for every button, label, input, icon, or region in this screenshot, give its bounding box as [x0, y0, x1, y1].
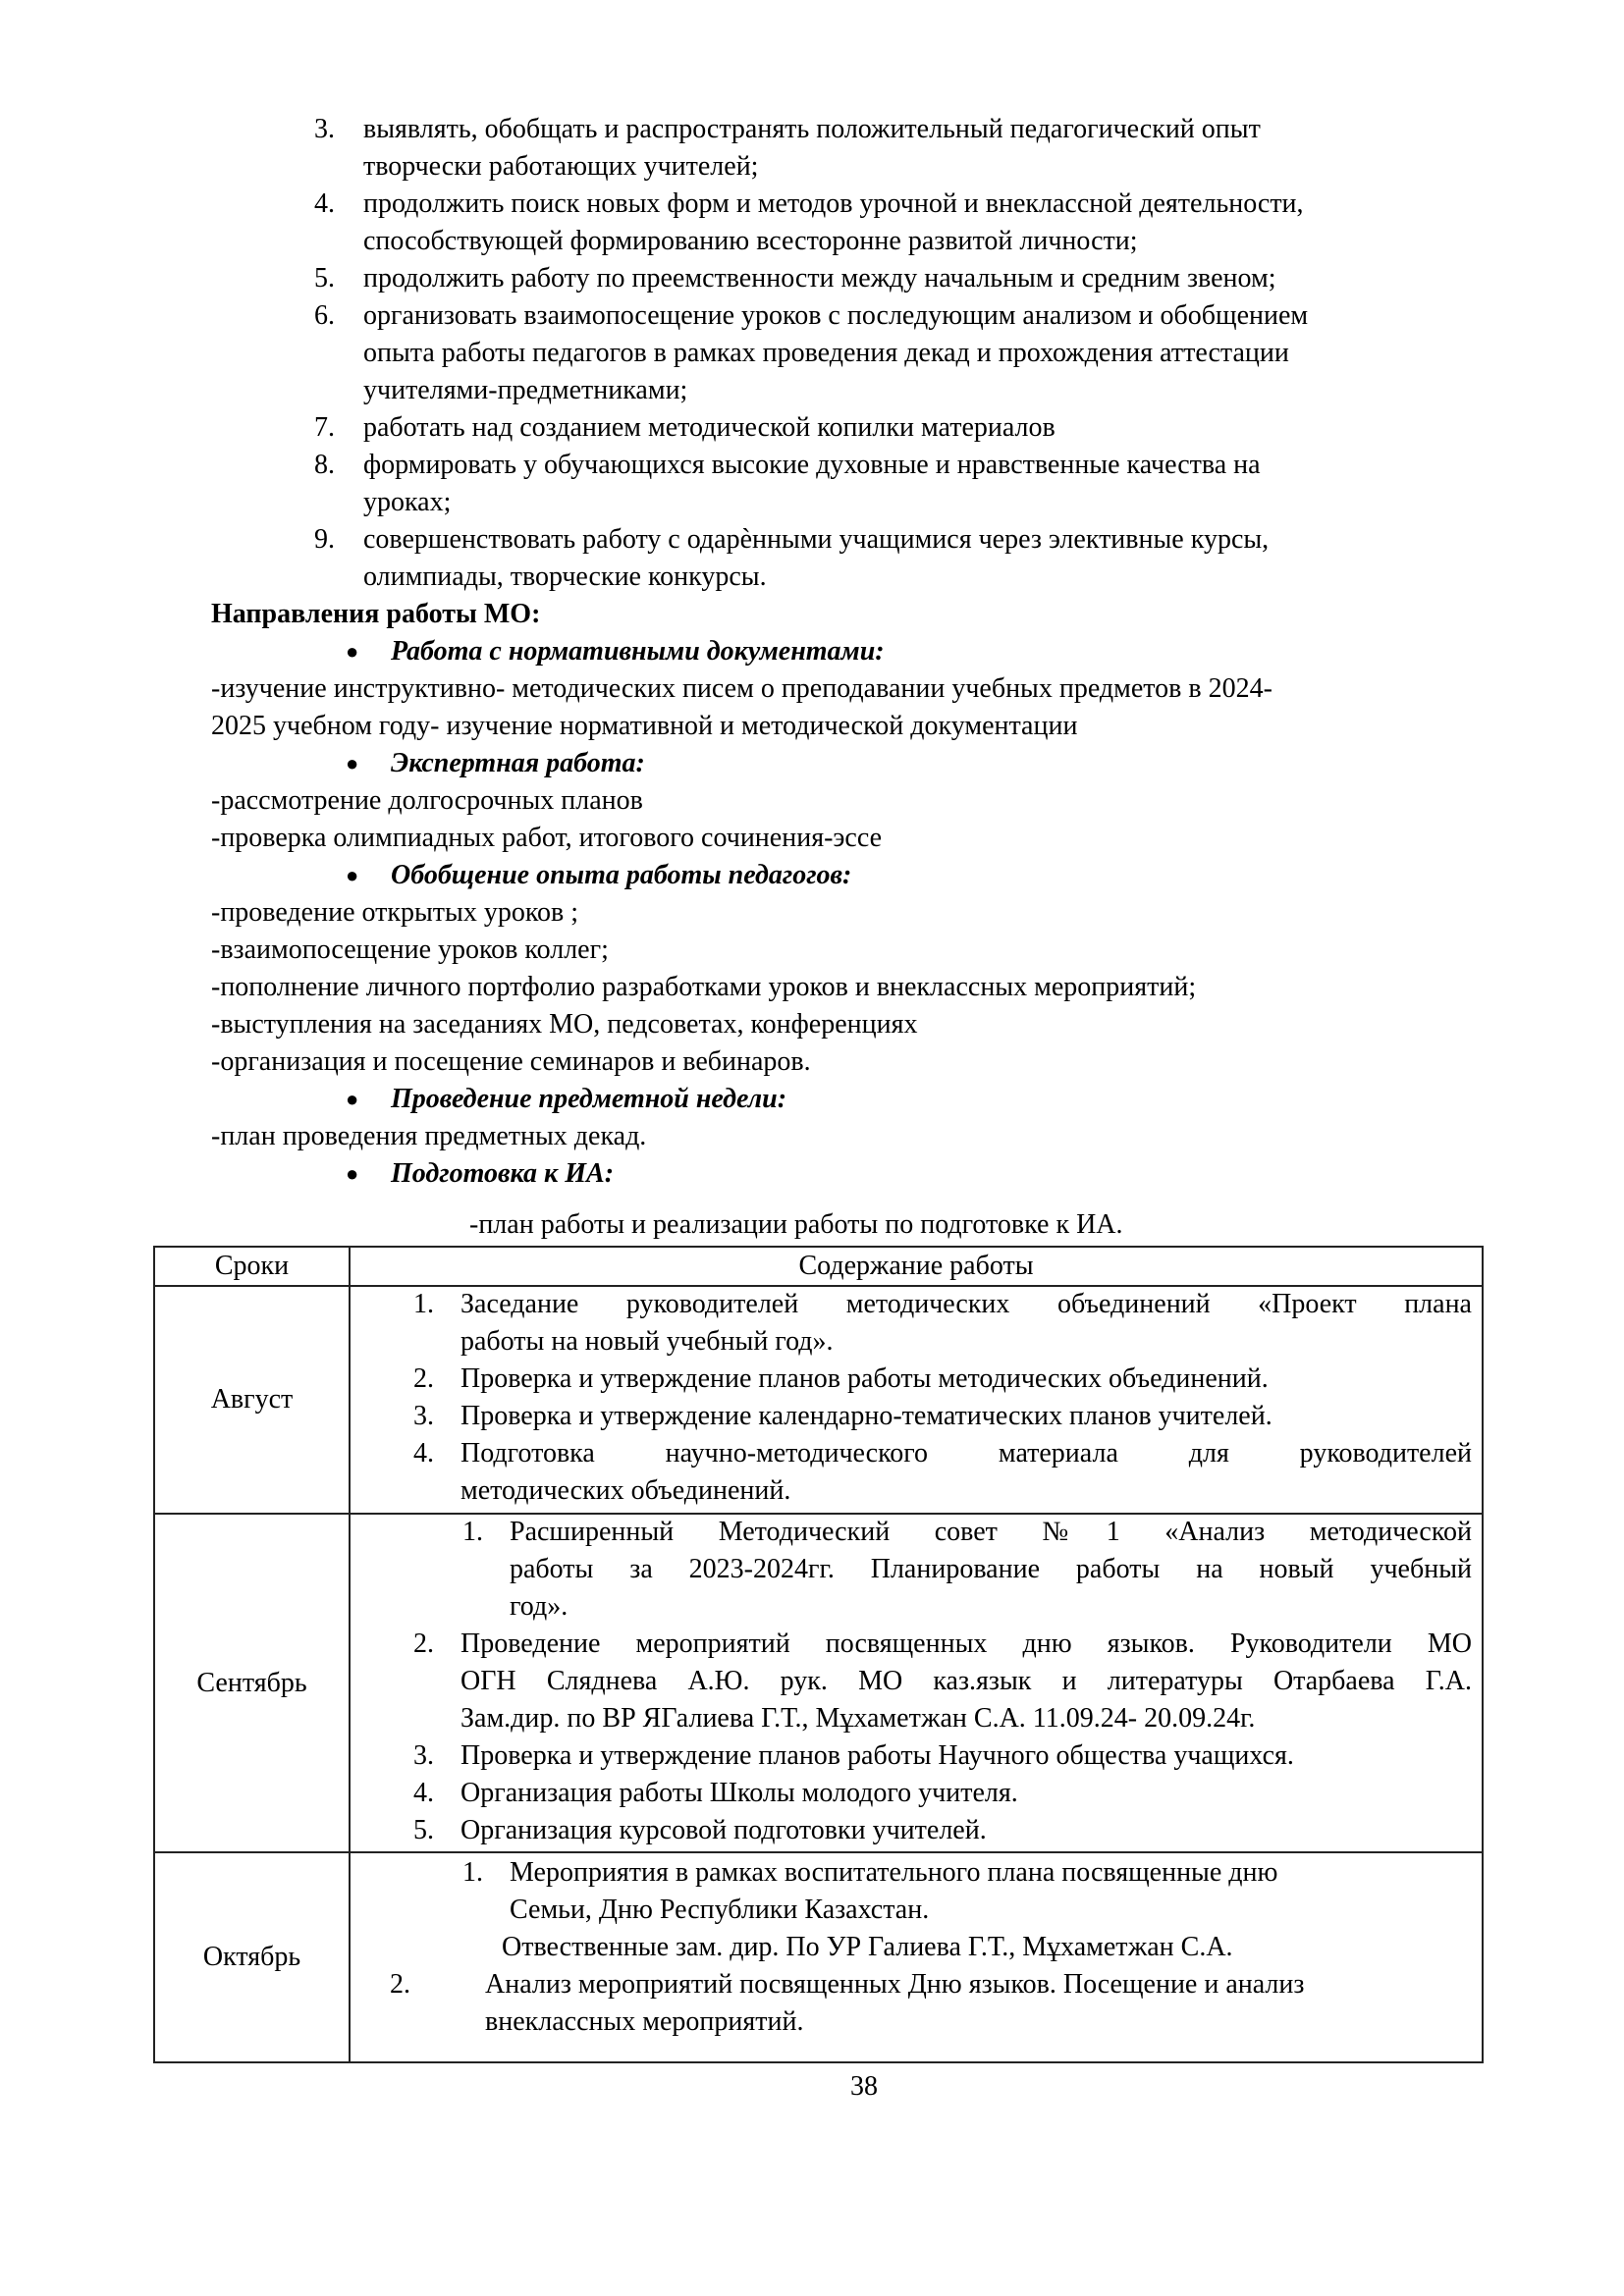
- item-number: 2.: [413, 1629, 434, 1659]
- goal-text: учителями-предметниками;: [363, 375, 688, 405]
- item-text: Мероприятия в рамках воспитательного плана посвященные дню: [510, 1857, 1278, 1888]
- goal-number: 5.: [314, 263, 335, 294]
- item-number: 4.: [413, 1438, 434, 1468]
- item-number: 5.: [413, 1815, 434, 1845]
- item-text: Отвественные зам. дир. По УР Галиева Г.Т., Мұхаметжан С.А.: [502, 1932, 1233, 1962]
- goal-text: продолжить поиск новых форм и методов урочной и внеклассной деятельности,: [363, 188, 1304, 219]
- item-text: Расширенный Методический совет №1 «Анализ методической: [510, 1517, 1472, 1547]
- item-text: методических объединений.: [460, 1475, 791, 1506]
- goal-text: продолжить работу по преемственности между начальным и средним звеном;: [363, 263, 1276, 294]
- item-text: Подготовка научно-методического материала для руководителей: [460, 1438, 1472, 1468]
- bullet-icon: ●: [346, 751, 359, 775]
- page-number: 38: [850, 2071, 878, 2102]
- bullet-icon: ●: [346, 863, 359, 887]
- goal-number: 4.: [314, 188, 335, 219]
- direction-text: -план работы и реализации работы по подготовке к ИА.: [469, 1209, 1123, 1240]
- bullet-icon: ●: [346, 1161, 359, 1186]
- table-row: [154, 1514, 1483, 1852]
- column-header-period: Сроки: [154, 1247, 350, 1286]
- item-text: работы за 2023-2024гг. Планирование работы на новый учебный: [510, 1554, 1472, 1584]
- item-number: 2.: [413, 1363, 434, 1394]
- direction-text: -выступления на заседаниях МО, педсоветах, конференциях: [211, 1009, 918, 1040]
- item-text: Проверка и утверждение планов работы методических объединений.: [460, 1363, 1269, 1394]
- item-text: внеклассных мероприятий.: [485, 2006, 804, 2037]
- item-text: год».: [510, 1591, 568, 1622]
- direction-text: -план проведения предметных декад.: [211, 1121, 647, 1151]
- goal-text: опыта работы педагогов в рамках проведения декад и прохождения аттестации: [363, 338, 1289, 368]
- table-row: [154, 1286, 1483, 1514]
- goal-text: работать над созданием методической копилки материалов: [363, 412, 1056, 443]
- item-text: Организация курсовой подготовки учителей.: [460, 1815, 987, 1845]
- goal-text: олимпиады, творческие конкурсы.: [363, 561, 767, 592]
- goal-text: выявлять, обобщать и распространять положительный педагогический опыт: [363, 114, 1261, 144]
- item-number: 3.: [413, 1740, 434, 1771]
- month-cell: Август: [154, 1286, 350, 1514]
- item-text: Проверка и утверждение планов работы Научного общества учащихся.: [460, 1740, 1294, 1771]
- item-text: Анализ мероприятий посвященных Дню языков. Посещение и анализ: [485, 1969, 1305, 2000]
- item-number: 1.: [413, 1289, 434, 1319]
- direction-text: -изучение инструктивно- методических писем о преподавании учебных предметов в 2024-: [211, 673, 1272, 704]
- direction-heading: Экспертная работа:: [391, 748, 645, 778]
- item-number: 3.: [413, 1401, 434, 1431]
- table-row: [154, 1852, 1483, 2062]
- item-number: 1.: [462, 1857, 483, 1888]
- direction-text: -пополнение личного портфолио разработками уроков и внеклассных мероприятий;: [211, 972, 1197, 1002]
- item-text: ОГН Сляднева А.Ю. рук. МО каз.язык и литературы Отарбаева Г.А.: [460, 1666, 1472, 1696]
- column-header-content: Содержание работы: [350, 1247, 1483, 1286]
- goal-number: 7.: [314, 412, 335, 443]
- goal-text: организовать взаимопосещение уроков с последующим анализом и обобщением: [363, 300, 1309, 331]
- goal-number: 6.: [314, 300, 335, 331]
- item-text: Семьи, Дню Республики Казахстан.: [510, 1895, 930, 1925]
- goal-text: способствующей формированию всесторонне развитой личности;: [363, 226, 1138, 256]
- goal-number: 8.: [314, 450, 335, 480]
- content-cell: [350, 1286, 1483, 1514]
- direction-text: 2025 учебном году- изучение нормативной и методической документации: [211, 711, 1078, 741]
- table-header-row: [154, 1247, 1483, 1286]
- direction-text: -рассмотрение долгосрочных планов: [211, 785, 643, 816]
- month-cell: Сентябрь: [154, 1514, 350, 1852]
- item-number: 2.: [390, 1969, 410, 2000]
- item-text: Проверка и утверждение календарно-тематических планов учителей.: [460, 1401, 1272, 1431]
- item-text: Проведение мероприятий посвященных дню языков. Руководители МО: [460, 1629, 1472, 1659]
- direction-text: -проверка олимпиадных работ, итогового сочинения-эссе: [211, 823, 883, 853]
- goal-text: творчески работающих учителей;: [363, 151, 759, 182]
- goal-number: 3.: [314, 114, 335, 144]
- goal-text: совершенствовать работу с одарѐнными учащимися через элективные курсы,: [363, 524, 1270, 555]
- goal-text: формировать у обучающихся высокие духовные и нравственные качества на: [363, 450, 1261, 480]
- work-plan-table: [153, 1246, 1484, 2063]
- direction-text: -проведение открытых уроков ;: [211, 897, 579, 928]
- item-text: Зам.дир. по ВР ЯГалиева Г.Т., Мұхаметжан С.А. 11.09.24- 20.09.24г.: [460, 1703, 1256, 1734]
- item-number: 1.: [462, 1517, 483, 1547]
- direction-heading: Подготовка к ИА:: [391, 1158, 615, 1189]
- direction-heading: Работа с нормативными документами:: [391, 636, 885, 667]
- direction-text: -взаимопосещение уроков коллег;: [211, 934, 609, 965]
- bullet-icon: ●: [346, 1087, 359, 1111]
- month-cell: Октябрь: [154, 1852, 350, 2062]
- item-number: 4.: [413, 1778, 434, 1808]
- content-cell: [350, 1514, 1483, 1852]
- goal-number: 9.: [314, 524, 335, 555]
- item-text: Организация работы Школы молодого учителя.: [460, 1778, 1018, 1808]
- item-text: работы на новый учебный год».: [460, 1326, 834, 1357]
- item-text: Заседание руководителей методических объединений «Проект плана: [460, 1289, 1472, 1319]
- direction-heading: Проведение предметной недели:: [391, 1084, 787, 1114]
- bullet-icon: ●: [346, 639, 359, 664]
- goal-text: уроках;: [363, 487, 452, 517]
- direction-heading: Обобщение опыта работы педагогов:: [391, 860, 852, 890]
- direction-text: -организация и посещение семинаров и вебинаров.: [211, 1046, 811, 1077]
- content-cell: [350, 1852, 1483, 2062]
- section-title: Направления работы МО:: [211, 599, 541, 629]
